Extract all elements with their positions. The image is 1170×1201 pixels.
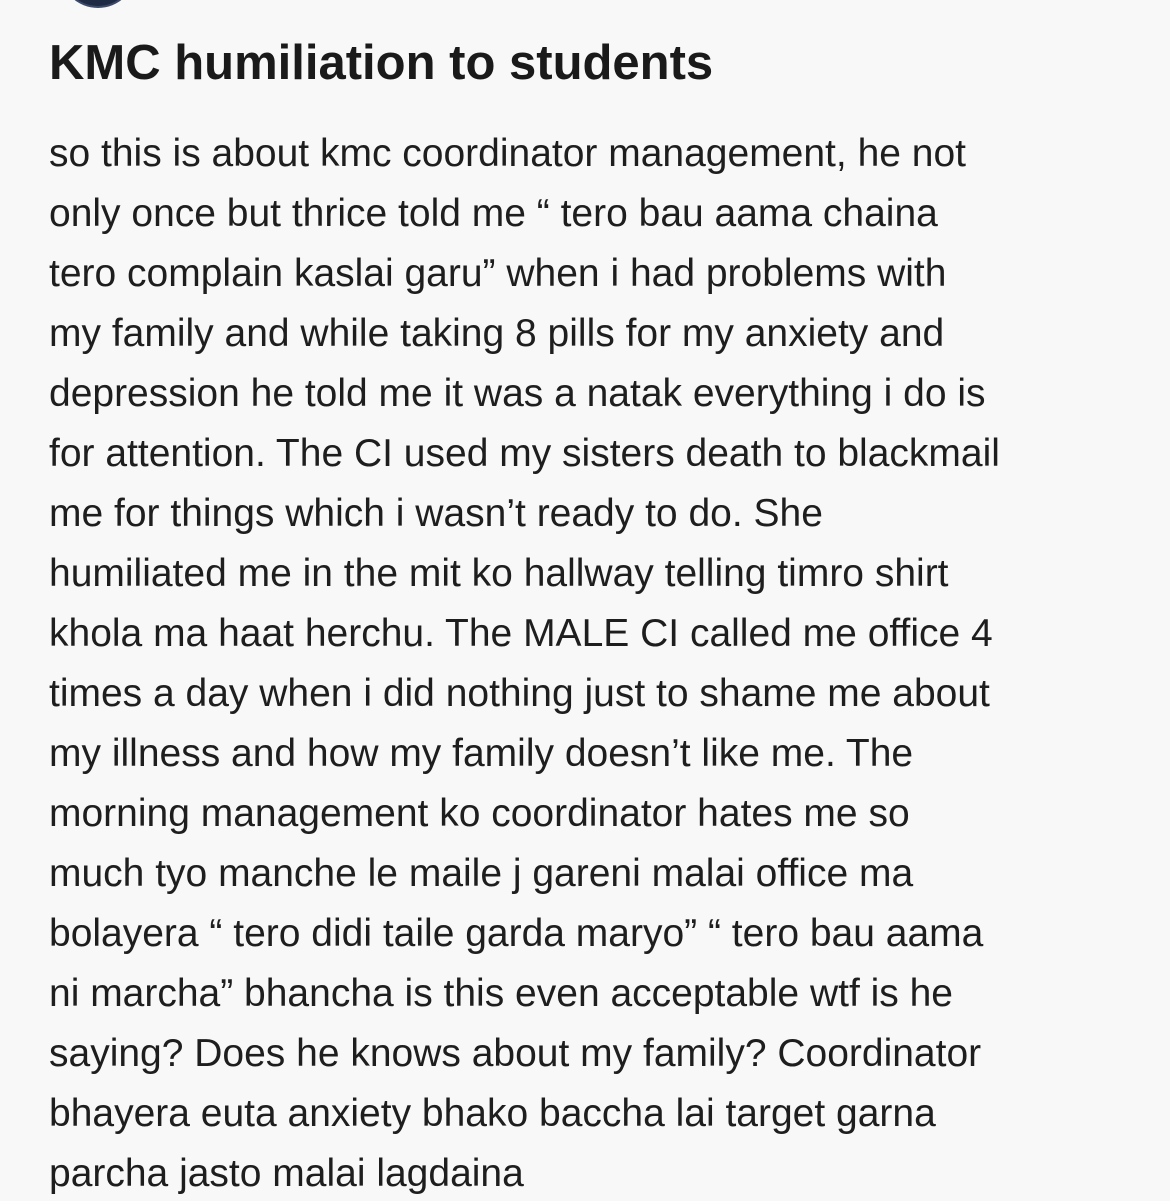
- avatar[interactable]: [60, 0, 136, 8]
- post-body: [49, 124, 1149, 1201]
- body-line: my illness and how my family doesn’t like me. The: [49, 732, 914, 775]
- body-line: depression he told me it was a natak everything i do is: [49, 372, 986, 415]
- body-line: morning management ko coordinator hates me so: [49, 792, 910, 835]
- body-line: humiliated me in the mit ko hallway telling timro shirt: [49, 552, 949, 595]
- body-line: bolayera “ tero didi taile garda maryo” “ tero bau aama: [49, 912, 984, 955]
- body-line: tero complain kaslai garu” when i had problems with: [49, 252, 947, 295]
- body-line: me for things which i wasn’t ready to do. She: [49, 492, 823, 535]
- body-line: parcha jasto malai lagdaina: [49, 1152, 524, 1195]
- body-line: so this is about kmc coordinator management, he not: [49, 132, 966, 175]
- body-line: my family and while taking 8 pills for my anxiety and: [49, 312, 945, 355]
- author-row[interactable]: [60, 0, 498, 8]
- body-line: much tyo manche le maile j gareni malai office ma: [49, 852, 914, 895]
- body-line: ni marcha” bhancha is this even acceptable wtf is he: [49, 972, 953, 1015]
- body-line: for attention. The CI used my sisters death to blackmail: [49, 432, 1000, 475]
- body-line: bhayera euta anxiety bhako baccha lai target garna: [49, 1092, 936, 1135]
- body-line: khola ma haat herchu. The MALE CI called me office 4: [49, 612, 993, 655]
- post-title: KMC humiliation to students: [49, 36, 714, 90]
- body-line: times a day when i did nothing just to shame me about: [49, 672, 990, 715]
- body-line: only once but thrice told me “ tero bau aama chaina: [49, 192, 938, 235]
- body-line: saying? Does he knows about my family? Coordinator: [49, 1032, 982, 1075]
